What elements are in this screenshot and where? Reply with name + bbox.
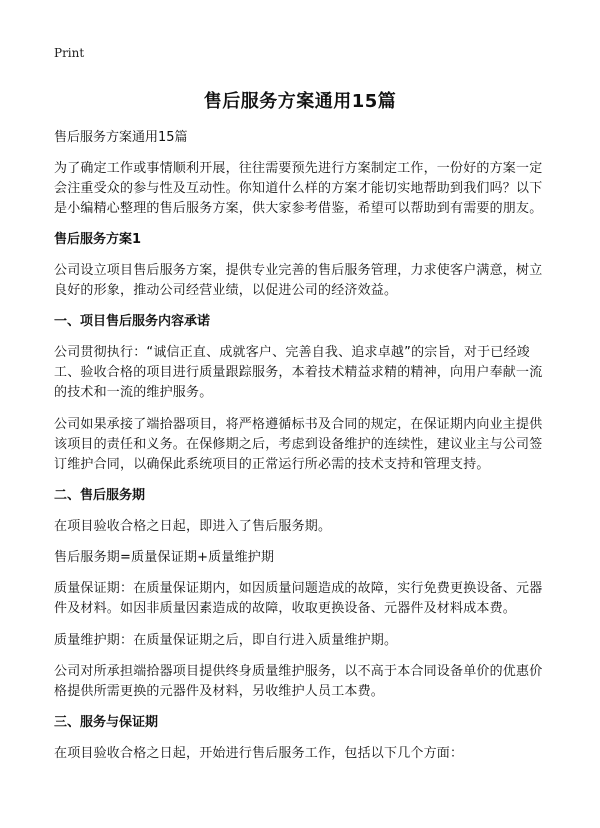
print-link[interactable]: Print [54, 46, 85, 60]
heading-service-commitment: 一、项目售后服务内容承诺 [54, 314, 211, 329]
lifetime-maintenance-paragraph: 公司对所承担端拾器项目提供终身质量维护服务，以不高于本合同设备单价的优惠价格提供所需更换的元器件及材料，另收维护人员工本费。 [54, 664, 543, 699]
quality-guarantee-paragraph: 质量保证期：在质量保证期内，如因质量问题造成的故障，实行免费更换设备、元器件及材料。如因非质量因素造成的故障，收取更换设备、元器件及材料成本费。 [54, 581, 543, 616]
document-title: 售后服务方案通用15篇 [203, 91, 397, 112]
service-period-formula: 售后服务期=质量保证期+质量维护期 [54, 550, 275, 565]
section-title: 售后服务方案1 [54, 232, 142, 247]
intro-paragraph: 为了确定工作或事情顺利开展，往往需要预先进行方案制定工作，一份好的方案一定会注重受众的参与性及互动性。你知道什么样的方案才能切实地帮助到我们吗？以下是小编精心整理的售后服务方案，供大家参考借鉴，希望可以帮助到有需要的朋友。 [54, 161, 543, 216]
heading-service-period: 二、售后服务期 [54, 488, 146, 503]
service-guarantee-paragraph: 在项目验收合格之日起，开始进行售后服务工作，包括以下几个方面： [54, 746, 464, 761]
section-intro-paragraph: 公司设立项目售后服务方案，提供专业完善的售后服务管理，力求使客户满意，树立良好的形象，推动公司经营业绩，以促进公司的经济效益。 [54, 263, 543, 298]
document-subtitle: 售后服务方案通用15篇 [54, 130, 188, 145]
commitment-paragraph-1: 公司贯彻执行：“诚信正直、成就客户、完善自我、追求卓越”的宗旨，对于已经竣工、验收合格的项目进行质量跟踪服务，本着技术精益求精的精神，向用户奉献一流的技术和一流的维护服务。 [54, 345, 543, 400]
service-period-paragraph-1: 在项目验收合格之日起，即进入了售后服务期。 [54, 519, 332, 534]
quality-maintenance-paragraph: 质量维护期：在质量保证期之后，即自行进入质量维护期。 [54, 633, 398, 648]
heading-service-guarantee: 三、服务与保证期 [54, 715, 159, 730]
commitment-paragraph-2: 公司如果承接了端拾器项目，将严格遵循标书及合同的规定，在保证期内向业主提供该项目的责任和义务。在保修期之后，考虑到设备维护的连续性，建议业主与公司签订维护合同，以确保此系统项目的正常运行所必需的技术支持和管理支持。 [54, 417, 543, 472]
